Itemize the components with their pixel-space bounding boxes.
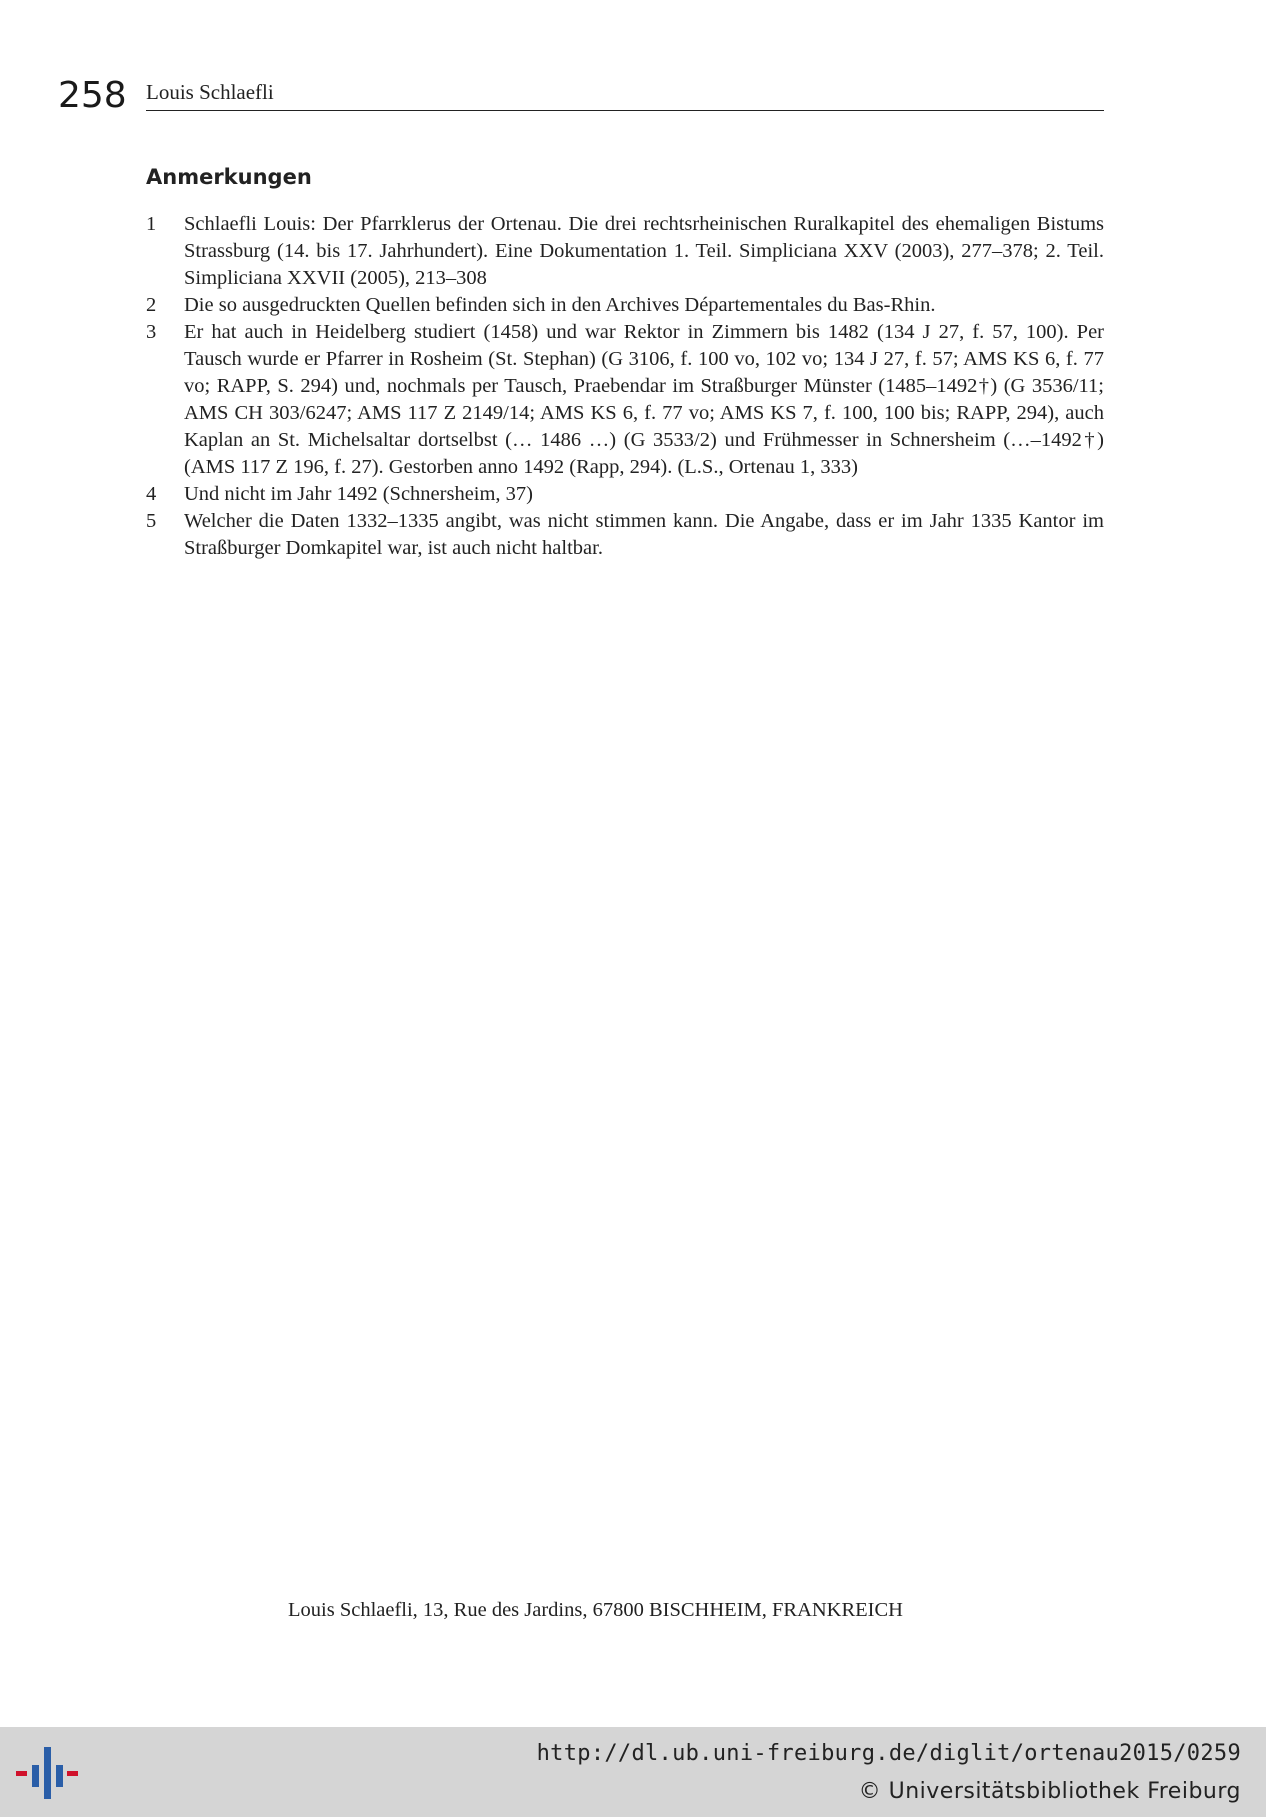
library-logo-icon [16, 1743, 78, 1803]
note-item [146, 508, 1104, 562]
page-number: 258 [58, 75, 127, 116]
footer-band [0, 1727, 1266, 1817]
note-item [146, 211, 1104, 292]
note-item [146, 292, 1104, 319]
note-item [146, 481, 1104, 508]
note-number: 4 [146, 483, 157, 505]
header-rule [146, 110, 1104, 111]
note-text: Er hat auch in Heidelberg studiert (1458) und war Rektor in Zimmern bis 1482 (134 J 27, f. 57, 100). Per Tausch wurde er Pfarrer in Rosheim (St. Stephan) (G 3106, f. 100 vo, 102 vo; 134 J 27, f. 57; AMS KS 6, f. 77 vo; RAPP, S. 294) und, nochmals per Tausch, Praebendar im Straßburger Münster (1485–1492†) (G 3536/11; AMS CH 303/6247; AMS 117 Z 2149/14; AMS KS 6, f. 77 vo; AMS KS 7, f. 100, 100 bis; RAPP, 294), auch Kaplan an St. Michelsaltar dortselbst (… 1486 …) (G 3533/2) und Frühmesser in Schnersheim (…–1492†) (AMS 117 Z 196, f. 27). Gestorben anno 1492 (Rapp, 294). (L.S., Ortenau 1, 333) [184, 321, 1104, 478]
logo-bar-left [32, 1765, 39, 1787]
running-head: Louis Schlaefli [146, 80, 274, 104]
footer-url-link[interactable]: http://dl.ub.uni-freiburg.de/diglit/ortenau2015/0259 [536, 1741, 1241, 1766]
notes-list [146, 211, 1104, 562]
note-text: Welcher die Daten 1332–1335 angibt, was nicht stimmen kann. Die Angabe, dass er im Jahr 1335 Kantor im Straßburger Domkapitel war, ist auch nicht haltbar. [184, 510, 1104, 559]
footer-copyright: © Universitätsbibliothek Freiburg [858, 1779, 1241, 1804]
logo-bar-right [56, 1765, 63, 1787]
note-text: Und nicht im Jahr 1492 (Schnersheim, 37) [184, 483, 534, 505]
author-address: Louis Schlaefli, 13, Rue des Jardins, 67800 BISCHHEIM, FRANKREICH [288, 1599, 903, 1621]
note-number: 5 [146, 510, 157, 532]
section-title: Anmerkungen [146, 165, 312, 189]
note-text: Schlaefli Louis: Der Pfarrklerus der Ortenau. Die drei rechtsrheinischen Ruralkapitel des ehemaligen Bistums Strassburg (14. bis 17. Jahrhundert). Eine Dokumentation 1. Teil. Simpliciana XXV (2003), 277–378; 2. Teil. Simpliciana XXVII (2005), 213–308 [184, 213, 1104, 289]
note-item [146, 319, 1104, 481]
logo-dash-left [16, 1771, 27, 1776]
note-number: 1 [146, 213, 157, 235]
note-number: 3 [146, 321, 157, 343]
logo-dash-right [67, 1771, 78, 1776]
note-text: Die so ausgedruckten Quellen befinden sich in den Archives Départementales du Bas-Rhin. [184, 294, 936, 316]
note-number: 2 [146, 294, 157, 316]
logo-bar-center [44, 1747, 51, 1799]
